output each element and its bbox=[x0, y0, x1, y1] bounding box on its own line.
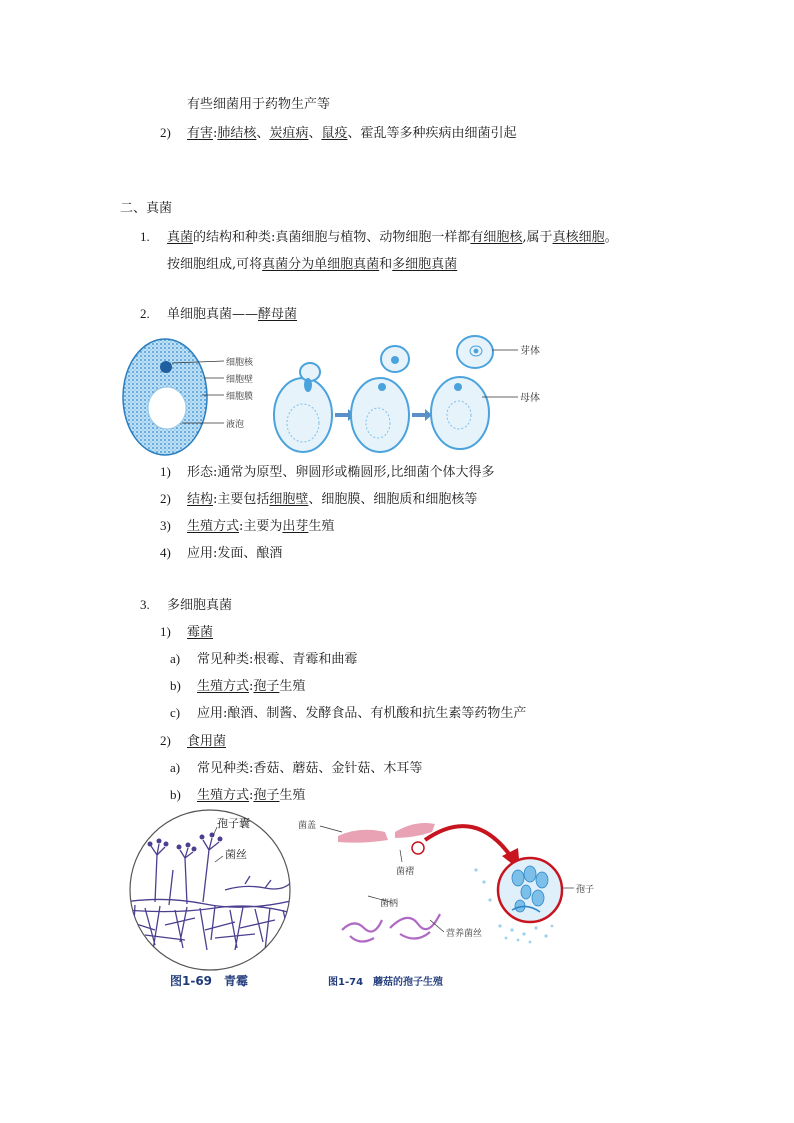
mushroom-cap-piece bbox=[338, 830, 388, 843]
edible-point-b: b) 生殖方式:孢子生殖 bbox=[170, 787, 306, 803]
vacuole bbox=[148, 387, 186, 429]
mold-point-c: c) 应用:酿酒、制酱、发酵食品、有机酸和抗生素等药物生产 bbox=[170, 705, 527, 721]
yeast-budding-figure bbox=[120, 335, 560, 460]
yeast-cell-structure bbox=[123, 339, 254, 455]
arrow-right-icon bbox=[412, 409, 432, 421]
gill-highlight-circle bbox=[412, 842, 424, 854]
label-gills: 菌褶 bbox=[396, 867, 415, 877]
label-cap: 菌盖 bbox=[298, 821, 317, 831]
label-vegetative-hyphae: 营养菌丝 bbox=[446, 929, 483, 939]
yeast-point-3: 3) 生殖方式:主要为出芽生殖 bbox=[160, 518, 335, 534]
item1-line2: 按细胞组成,可将真菌分为单细胞真菌和多细胞真菌 bbox=[167, 257, 458, 272]
harm-line: 2) 有害:肺结核、炭疽病、鼠疫、霍乱等多种疾病由细菌引起 bbox=[160, 125, 517, 141]
label-vacuole: 液泡 bbox=[226, 420, 245, 430]
label-sporangium: 孢子囊 bbox=[217, 817, 250, 830]
section-title-fungi: 二、真菌 bbox=[120, 201, 173, 216]
mushroom-spore-figure bbox=[290, 810, 595, 975]
budding-stage-3 bbox=[431, 336, 540, 449]
edible-point-a: a) 常见种类:香菇、蘑菇、金针菇、木耳等 bbox=[170, 760, 423, 776]
yeast-point-4: 4) 应用:发面、酿酒 bbox=[160, 545, 283, 561]
curved-arrow bbox=[425, 826, 512, 858]
item1-line1: 1. 真菌的结构和种类:真菌细胞与植物、动物细胞一样都有细胞核,属于真核细胞。 bbox=[140, 229, 618, 245]
budding-stage-1 bbox=[274, 363, 332, 452]
label-mother: 母体 bbox=[520, 393, 540, 404]
penicillium-figure bbox=[125, 810, 300, 990]
drug-production-line: 有些细菌用于药物生产等 bbox=[187, 97, 331, 112]
label-wall: 细胞壁 bbox=[226, 375, 254, 385]
nucleus bbox=[160, 361, 172, 373]
label-nucleus: 细胞核 bbox=[226, 358, 254, 368]
yeast-point-1: 1) 形态:通常为原型、卵圆形或椭圆形,比细菌个体大得多 bbox=[160, 464, 495, 480]
figure-caption-mushroom: 图1-74 蘑菇的孢子生殖 bbox=[328, 977, 444, 988]
item3-title: 3. 多细胞真菌 bbox=[140, 597, 233, 613]
label-stalk: 菌柄 bbox=[380, 899, 399, 909]
mold-point-b: b) 生殖方式:孢子生殖 bbox=[170, 678, 306, 694]
figure-caption-penicillium: 图1-69 青霉 bbox=[170, 974, 249, 988]
label-spore: 孢子 bbox=[576, 885, 595, 895]
yeast-point-2: 2) 结构:主要包括细胞壁、细胞膜、细胞质和细胞核等 bbox=[160, 491, 478, 507]
label-hyphae: 菌丝 bbox=[225, 848, 247, 861]
label-bud: 芽体 bbox=[520, 346, 540, 357]
budding-stage-2 bbox=[351, 346, 409, 452]
item2-title: 2. 单细胞真菌——酵母菌 bbox=[140, 306, 298, 322]
mold-title: 1) 霉菌 bbox=[160, 624, 214, 640]
mold-point-a: a) 常见种类:根霉、青霉和曲霉 bbox=[170, 651, 358, 667]
label-membrane: 细胞膜 bbox=[226, 392, 254, 402]
edible-fungi-title: 2) 食用菌 bbox=[160, 733, 227, 749]
vegetative-hyphae bbox=[342, 914, 440, 942]
